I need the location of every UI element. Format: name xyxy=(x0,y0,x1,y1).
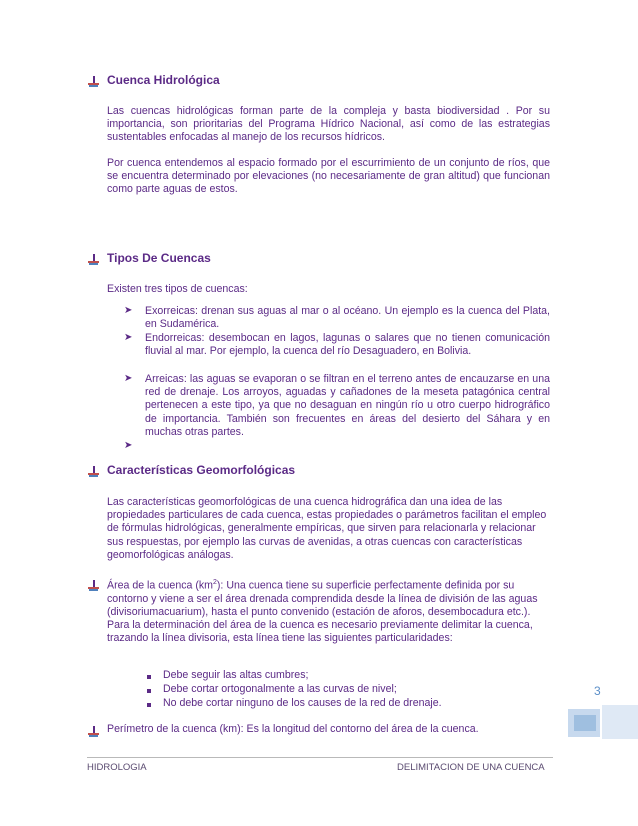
section-title-tipos: Tipos De Cuencas xyxy=(107,251,211,265)
sub-item-curvas-nivel: Debe cortar ortogonalmente a las curvas de nivel; xyxy=(163,683,397,695)
footer-right-text: DELIMITACION DE UNA CUENCA xyxy=(397,762,545,773)
arrowhead-bullet-icon: ➤ xyxy=(124,305,133,316)
tipos-item-exorreicas: Exorreicas: drenan sus aguas al mar o al océano. Un ejemplo es la cuenca del Plata, en Sudamérica. xyxy=(145,305,550,331)
area-text: ): Una cuenca tiene su superficie perfectamente definida por su contorno y viene a ser el área drenada comprendida desde la línea de división de las aguas (divisoriumacuarium), hasta el punto convenido (estación de aforos, desembocadura etc.). Para la determinación del área de la cuenca es necesario previamente delimitar la cuenca, trazando la línea divisoria, esta línea tiene las siguientes particularidades: xyxy=(107,579,538,645)
tipos-intro: Existen tres tipos de cuencas: xyxy=(107,283,248,295)
section-title-cuenca: Cuenca Hidrológica xyxy=(107,73,220,87)
footer-divider xyxy=(87,757,553,758)
tipos-item-endorreicas: Endorreicas: desembocan en lagos, lagunas o salares que no tienen comunicación fluvial al mar. Por ejemplo, la cuenca del río Desaguadero, en Bolivia. xyxy=(145,332,550,358)
stacked-books-bullet-icon xyxy=(88,724,99,735)
stacked-books-bullet-icon xyxy=(88,578,99,589)
area-prefix: Área de la cuenca (km xyxy=(107,579,213,592)
stacked-books-bullet-icon xyxy=(88,252,99,263)
arrowhead-bullet-icon: ➤ xyxy=(124,373,133,384)
tipos-item-arreicas: Arreicas: las aguas se evaporan o se filtran en el terreno antes de encauzarse en una red de drenaje. Los arroyos, aguadas y cañadones de la meseta patagónica central pertenecen a este tipo, ya que no desaguan en ningún río u otro cuerpo hidrográfico de importancia. También son frecuentes en áreas del desierto del Sáhara y en muchas otras partes. xyxy=(145,373,550,438)
sub-item-altas-cumbres: Debe seguir las altas cumbres; xyxy=(163,669,309,681)
page-corner-decoration xyxy=(568,705,638,745)
stacked-books-bullet-icon xyxy=(88,74,99,85)
area-superscript: 2 xyxy=(213,579,217,586)
stacked-books-bullet-icon xyxy=(88,464,99,475)
area-paragraph xyxy=(107,576,552,646)
section-title-caracteristicas: Características Geomorfológicas xyxy=(107,463,296,477)
perimetro-paragraph: Perímetro de la cuenca (km): Es la longitud del contorno del área de la cuenca. xyxy=(107,723,479,735)
page-number: 3 xyxy=(594,684,601,698)
cuenca-paragraph-1: Las cuencas hidrológicas forman parte de la compleja y basta biodiversidad . Por su importancia, son prioritarias del Programa Hídrico Nacional, así como de las estrategias sustentables enfocadas al manejo de los recursos hídricos. xyxy=(107,105,550,144)
arrowhead-bullet-icon: ➤ xyxy=(124,440,133,451)
cuenca-paragraph-2: Por cuenca entendemos al espacio formado por el escurrimiento de un conjunto de ríos, que se encuentra determinado por elevaciones (no necesariamente de gran altitud) que funcionan como parte aguas de estos. xyxy=(107,157,550,196)
sub-item-red-drenaje: No debe cortar ninguno de los causes de la red de drenaje. xyxy=(163,697,442,709)
caracteristicas-paragraph: Las características geomorfológicas de una cuenca hidrográfica dan una idea de las propiedades particulares de cada cuenca, estas propiedades o parámetros facilitan el empleo de fórmulas hidrológicas, generalmente empíricas, que sirven para relacionarla y relacionar sus respuestas, por ejemplo las curvas de avenidas, a otras cuencas con características geomorfológicas análogas. xyxy=(107,496,547,561)
square-bullet-icon xyxy=(147,675,151,679)
footer-left-text: HIDROLOGIA xyxy=(87,762,147,773)
arrowhead-bullet-icon: ➤ xyxy=(124,332,133,343)
square-bullet-icon xyxy=(147,703,151,707)
square-bullet-icon xyxy=(147,689,151,693)
